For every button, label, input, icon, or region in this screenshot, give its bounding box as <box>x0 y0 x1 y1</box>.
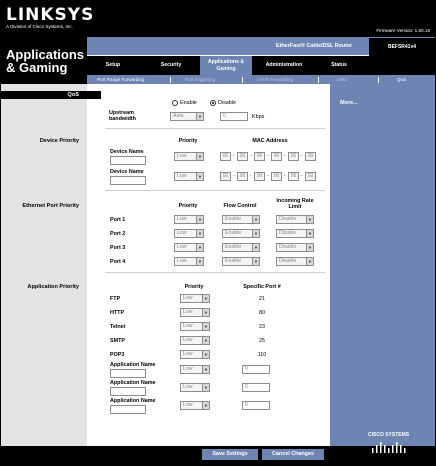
flow-control-select[interactable] <box>222 243 260 252</box>
rate-limit-value: Disable <box>279 244 297 250</box>
device-priority-header: Priority <box>178 138 198 144</box>
app-port: 80 <box>259 310 265 316</box>
tab-status[interactable]: Status <box>331 62 347 68</box>
chevron-down-icon: ▼ <box>202 351 209 358</box>
help-column <box>330 84 435 446</box>
device-name-input[interactable] <box>110 156 146 165</box>
upstream-bandwidth-label: Upstream bandwidth <box>109 110 136 122</box>
mac-octet-input[interactable]: 00 <box>254 152 265 161</box>
mac-separator: - <box>284 153 286 159</box>
mac-octet-input[interactable]: 00 <box>288 152 299 161</box>
device-priority-value: Low <box>177 153 187 159</box>
port-priority-select[interactable] <box>174 215 204 224</box>
mac-octet-input[interactable]: 00 <box>220 172 231 181</box>
logo-tagline: A Division of Cisco Systems, Inc. <box>6 24 73 29</box>
app-priority-select[interactable] <box>180 336 210 345</box>
ethernet-priority-header: Priority <box>178 203 198 209</box>
app-priority-value: Low <box>183 384 193 390</box>
mac-separator: - <box>267 173 269 179</box>
rate-limit-value: Disable <box>279 258 297 264</box>
app-priority-select[interactable] <box>180 294 210 303</box>
more-help-link[interactable]: More... <box>340 100 359 106</box>
app-priority-value: Low <box>183 402 193 408</box>
mac-octet-input[interactable]: 00 <box>271 152 282 161</box>
custom-port-input[interactable]: 0 <box>242 365 270 374</box>
app-port: 110 <box>257 352 267 358</box>
chevron-down-icon: ▼ <box>252 216 259 223</box>
app-name: SMTP <box>110 338 125 344</box>
device-priority-select[interactable] <box>174 152 204 161</box>
mac-separator: - <box>301 173 303 179</box>
subtab-qos[interactable]: QoS <box>397 77 407 82</box>
app-port: 23 <box>259 324 265 330</box>
flow-control-header: Flow Control <box>223 203 257 209</box>
device-name-input[interactable] <box>110 176 146 185</box>
tab-setup[interactable]: Setup <box>105 62 121 68</box>
subtab-divider <box>378 77 379 83</box>
cisco-logo-text: CISCO SYSTEMS <box>368 432 410 438</box>
port-priority-value: Low <box>177 216 187 222</box>
application-priority-label: Application Priority <box>27 284 79 290</box>
subtab-divider <box>242 77 243 83</box>
chevron-down-icon: ▼ <box>196 230 203 237</box>
application-name-label: Application Name <box>110 362 156 368</box>
rate-limit-select[interactable] <box>276 229 314 238</box>
mac-octet-input[interactable]: 00 <box>237 152 248 161</box>
mac-separator: - <box>301 153 303 159</box>
port-label: Port 1 <box>110 217 126 223</box>
port-priority-value: Low <box>177 258 187 264</box>
router-name: EtherFast® Cable/DSL Router <box>276 43 353 49</box>
chevron-down-icon: ▼ <box>252 258 259 265</box>
mac-octet-input[interactable]: 00 <box>305 172 316 181</box>
flow-control-value: Enable <box>225 216 242 222</box>
flow-control-select[interactable] <box>222 257 260 266</box>
model-number: BEFSR41v4 <box>369 38 435 56</box>
chevron-down-icon: ▼ <box>196 113 203 120</box>
divider <box>105 128 325 129</box>
port-priority-select[interactable] <box>174 243 204 252</box>
qos-disable-radio[interactable] <box>210 100 216 106</box>
chevron-down-icon: ▼ <box>202 323 209 330</box>
chevron-down-icon: ▼ <box>196 153 203 160</box>
chevron-down-icon: ▼ <box>306 230 313 237</box>
incoming-rate-limit-header: Incoming Rate Limit <box>276 198 314 210</box>
app-priority-select[interactable] <box>180 350 210 359</box>
rate-limit-value: Disable <box>279 230 297 236</box>
mac-octet-input[interactable]: 00 <box>305 152 316 161</box>
chevron-down-icon: ▼ <box>202 402 209 409</box>
save-settings-button[interactable]: Save Settings <box>202 449 258 460</box>
linksys-logo: LINKSYS <box>6 5 95 25</box>
chevron-down-icon: ▼ <box>306 258 313 265</box>
flow-control-value: Enable <box>225 230 242 236</box>
subtab-port-triggering[interactable]: Port Triggering <box>185 77 216 82</box>
app-priority-select[interactable] <box>180 322 210 331</box>
application-name-input[interactable] <box>110 369 146 378</box>
device-name-label: Device Name <box>110 149 144 155</box>
chevron-down-icon: ▼ <box>306 216 313 223</box>
flow-control-select[interactable] <box>222 229 260 238</box>
app-priority-select[interactable] <box>180 383 210 392</box>
port-priority-value: Low <box>177 230 187 236</box>
flow-control-value: Enable <box>225 258 242 264</box>
chevron-down-icon: ▼ <box>202 384 209 391</box>
mac-separator: - <box>250 153 252 159</box>
chevron-down-icon: ▼ <box>196 258 203 265</box>
application-name-input[interactable] <box>110 405 146 414</box>
mac-separator: - <box>267 153 269 159</box>
divider <box>105 272 325 273</box>
qos-label: QoS <box>67 92 79 98</box>
chevron-down-icon: ▼ <box>252 230 259 237</box>
app-port: 21 <box>259 296 265 302</box>
mac-separator: - <box>233 173 235 179</box>
flow-control-select[interactable] <box>222 215 260 224</box>
qos-disable-label: Disable <box>218 100 236 106</box>
app-priority-value: Low <box>183 337 193 343</box>
device-priority-select[interactable] <box>174 172 204 181</box>
subtab-port-range-forwarding[interactable]: Port Range Forwarding <box>97 77 145 82</box>
chevron-down-icon: ▼ <box>202 309 209 316</box>
app-name: HTTP <box>110 310 125 316</box>
mac-separator: - <box>284 173 286 179</box>
upstream-kbps-input[interactable]: 0 <box>220 112 248 121</box>
mac-octet-input[interactable]: 00 <box>271 172 282 181</box>
specific-port-header: Specific Port # <box>243 284 281 290</box>
chevron-down-icon: ▼ <box>202 337 209 344</box>
flow-control-value: Enable <box>225 244 242 250</box>
port-label: Port 2 <box>110 231 126 237</box>
app-priority-select[interactable] <box>180 365 210 374</box>
cancel-changes-button[interactable]: Cancel Changes <box>262 449 324 460</box>
app-priority-select[interactable] <box>180 401 210 410</box>
upstream-bandwidth-select[interactable] <box>170 112 204 121</box>
device-priority-value: Low <box>177 173 187 179</box>
app-priority-value: Low <box>183 351 193 357</box>
port-label: Port 3 <box>110 245 126 251</box>
chevron-down-icon: ▼ <box>202 295 209 302</box>
port-priority-select[interactable] <box>174 257 204 266</box>
mac-octet-input[interactable]: 00 <box>254 172 265 181</box>
subtab-dmz[interactable]: DMZ <box>337 77 347 82</box>
upstream-bandwidth-value: Auto <box>173 113 184 119</box>
subtab-divider <box>170 77 171 83</box>
chevron-down-icon: ▼ <box>196 216 203 223</box>
custom-port-input[interactable]: 0 <box>242 401 270 410</box>
application-name-label: Application Name <box>110 398 156 404</box>
mac-octet-input[interactable]: 00 <box>288 172 299 181</box>
tab-security[interactable]: Security <box>160 62 182 68</box>
port-label: Port 4 <box>110 259 126 265</box>
mac-separator: - <box>250 173 252 179</box>
rate-limit-value: Disable <box>279 216 297 222</box>
subtab-divider <box>318 77 319 83</box>
divider <box>105 190 325 191</box>
app-name: FTP <box>110 296 121 302</box>
kbps-unit: Kbps <box>252 114 265 120</box>
app-priority-header: Priority <box>184 284 204 290</box>
port-priority-select[interactable] <box>174 229 204 238</box>
application-name-input[interactable] <box>110 387 146 396</box>
app-port: 25 <box>259 338 265 344</box>
app-name: POP3 <box>110 352 125 358</box>
app-priority-value: Low <box>183 366 193 372</box>
device-priority-label: Device Priority <box>39 138 79 144</box>
tab-administration[interactable]: Administration <box>265 62 303 68</box>
cisco-logo-icon <box>370 440 410 454</box>
app-name: Telnet <box>110 324 126 330</box>
mac-address-header: MAC Address <box>252 138 288 144</box>
mac-separator: - <box>233 153 235 159</box>
tab-applications-gaming[interactable]: Applications & Gaming <box>200 56 252 75</box>
app-priority-value: Low <box>183 295 193 301</box>
rate-limit-select[interactable] <box>276 257 314 266</box>
subtab-upnp-forwarding[interactable]: UPnP Forwarding <box>257 77 294 82</box>
qos-enable-radio[interactable] <box>172 100 178 106</box>
page-title: Applications & Gaming <box>6 47 85 75</box>
ethernet-port-priority-label: Ethernet Port Priority <box>22 203 79 209</box>
app-priority-value: Low <box>183 323 193 329</box>
mac-octet-input[interactable]: 00 <box>220 152 231 161</box>
device-name-label: Device Name <box>110 169 144 175</box>
mac-octet-input[interactable]: 00 <box>237 172 248 181</box>
app-priority-value: Low <box>183 309 193 315</box>
chevron-down-icon: ▼ <box>252 244 259 251</box>
application-name-label: Application Name <box>110 380 156 386</box>
app-priority-select[interactable] <box>180 308 210 317</box>
chevron-down-icon: ▼ <box>196 173 203 180</box>
rate-limit-select[interactable] <box>276 215 314 224</box>
custom-port-input[interactable]: 0 <box>242 383 270 392</box>
chevron-down-icon: ▼ <box>306 244 313 251</box>
chevron-down-icon: ▼ <box>202 366 209 373</box>
qos-enable-label: Enable <box>180 100 197 106</box>
port-priority-value: Low <box>177 244 187 250</box>
chevron-down-icon: ▼ <box>196 244 203 251</box>
firmware-version: Firmware Version: 1.50.16 <box>376 28 430 33</box>
rate-limit-select[interactable] <box>276 243 314 252</box>
